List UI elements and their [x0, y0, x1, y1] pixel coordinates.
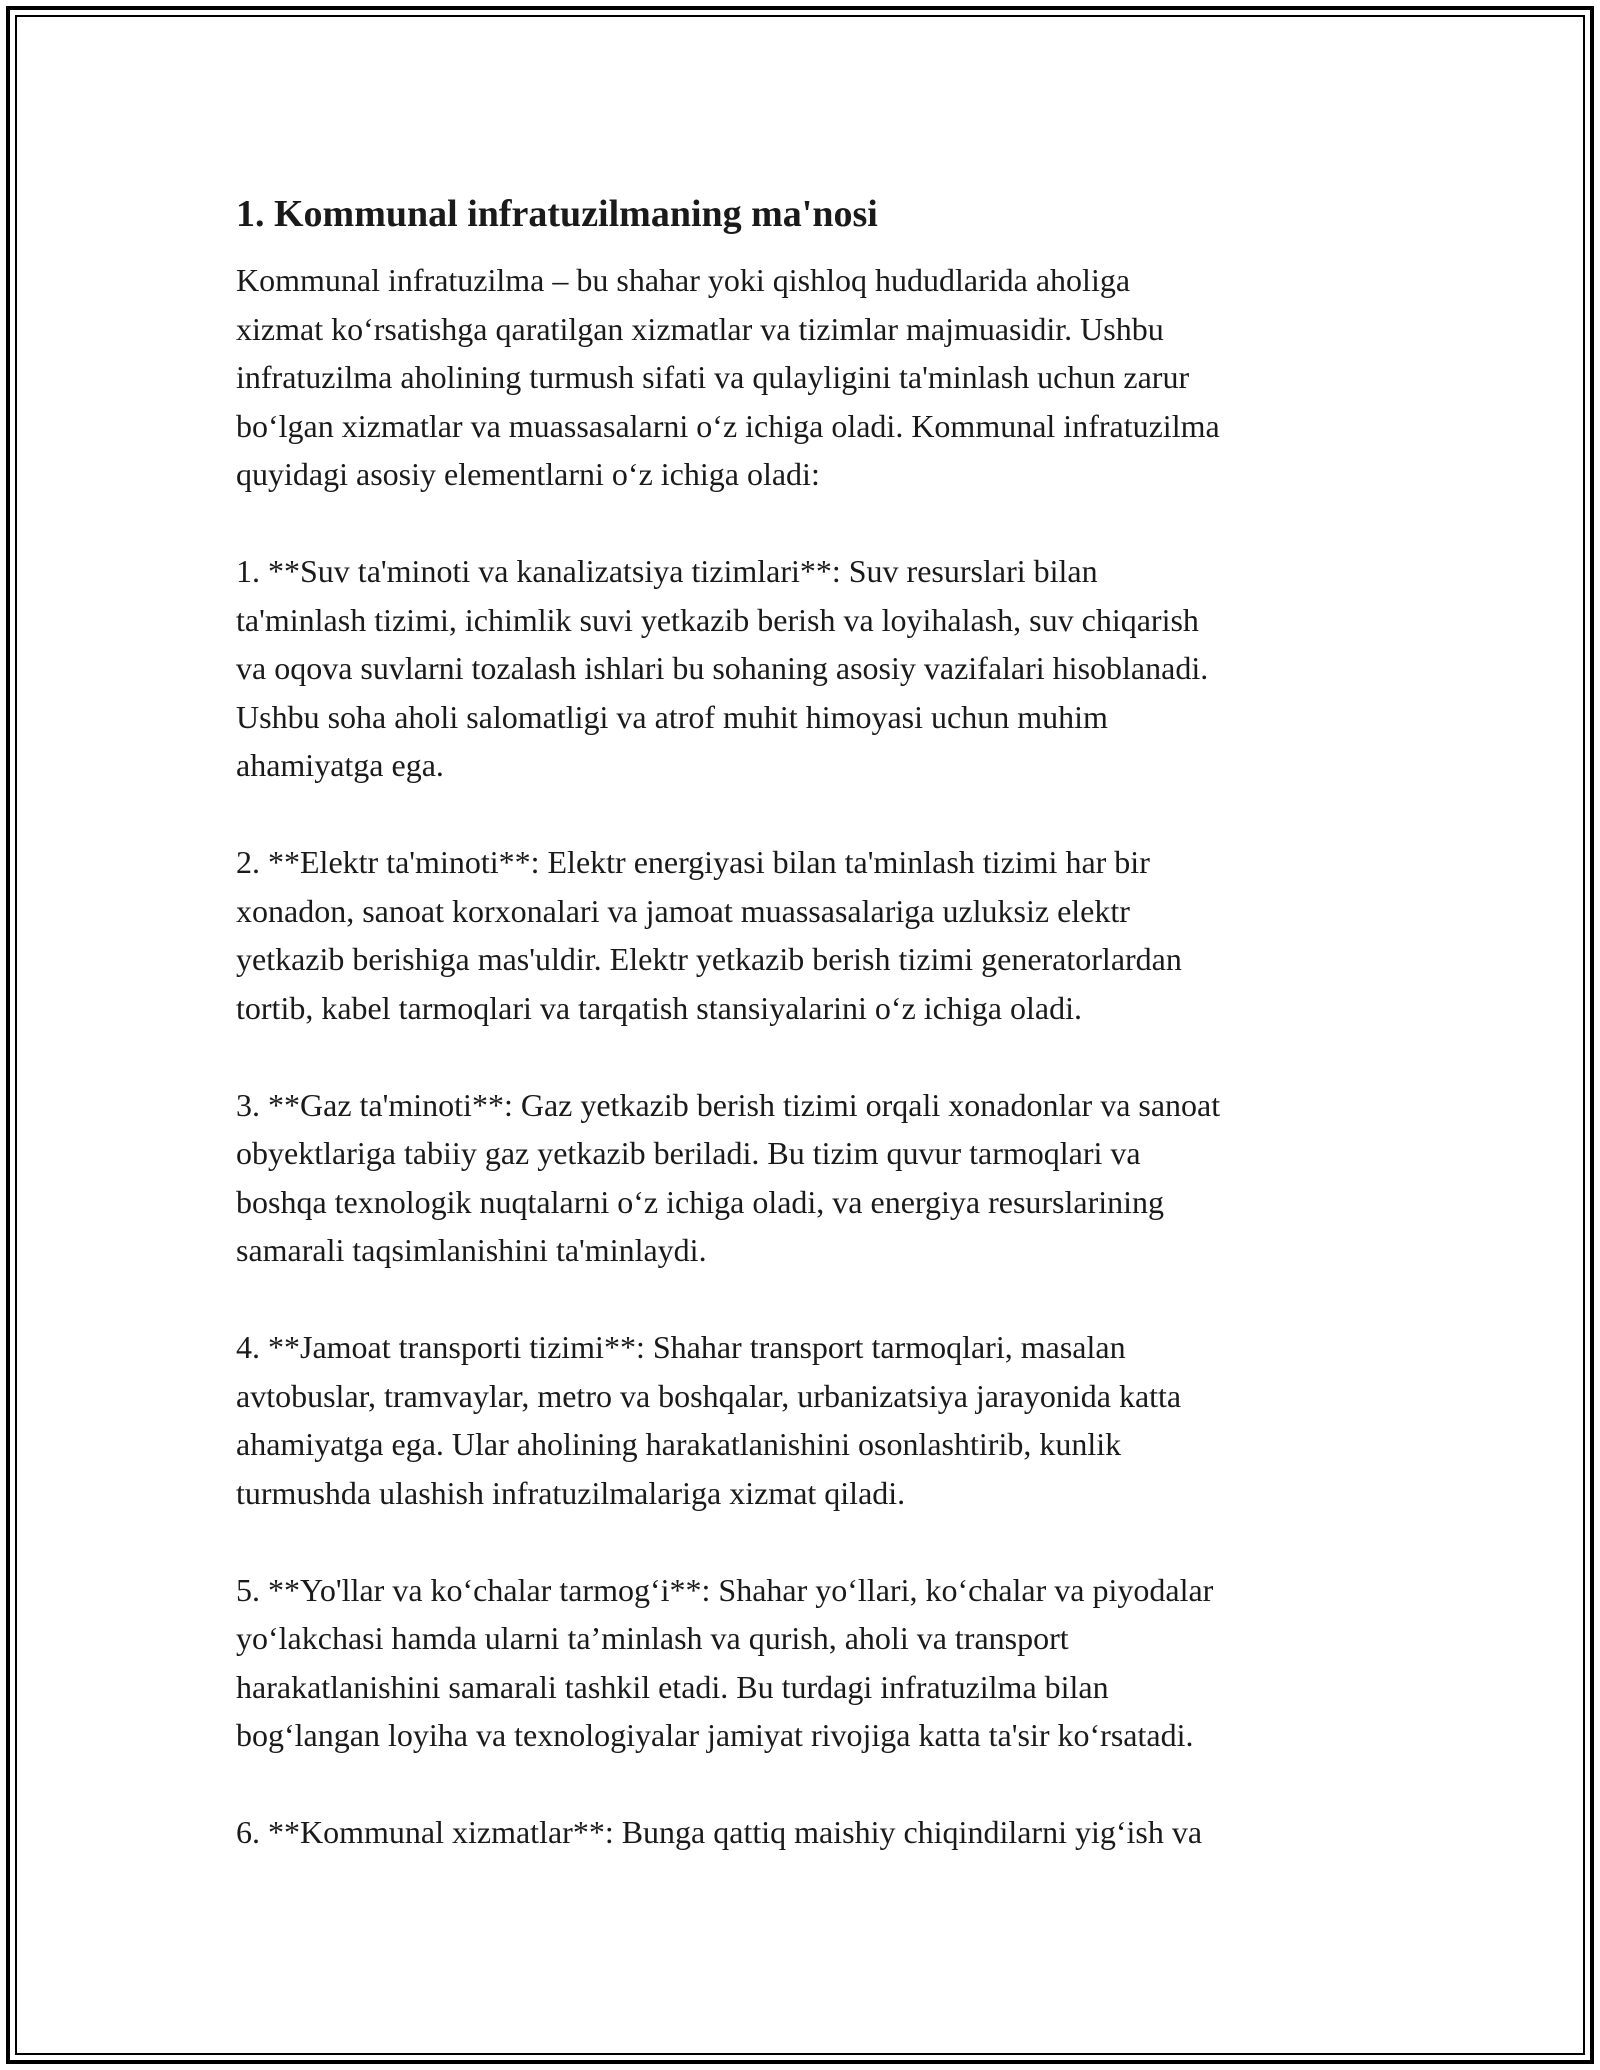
- text-line: boshqa texnologik nuqtalarni o‘z ichiga oladi, va energiya resurslarining: [236, 1183, 1165, 1220]
- text-line: 3. **Gaz ta'minoti**: Gaz yetkazib berish tizimi orqali xonadonlar va sanoat: [236, 1086, 1221, 1123]
- item-electricity: [236, 838, 1396, 1032]
- text-line: bog‘langan loyiha va texnologiyalar jamiyat rivojiga katta ta'sir ko‘rsatadi.: [236, 1717, 1194, 1753]
- document-page: [236, 186, 1396, 1905]
- text-line: samarali taqsimlanishini ta'minlaydi.: [236, 1232, 707, 1268]
- text-line: 5. **Yo'llar va ko‘chalar tarmog‘i**: Shahar yo‘llari, ko‘chalar va piyodalar: [236, 1571, 1214, 1608]
- text-line: 4. **Jamoat transporti tizimi**: Shahar transport tarmoqlari, masalan: [236, 1329, 1126, 1365]
- text-line: 6. **Kommunal xizmatlar**: Bunga qattiq maishiy chiqindilarni yig‘ish va: [236, 1814, 1203, 1850]
- item-roads-streets: [236, 1566, 1396, 1760]
- text-line: Kommunal infratuzilma – bu shahar yoki qishloq hududlarida aholiga: [236, 262, 1131, 298]
- text-line: tortib, kabel tarmoqlari va tarqatish stansiyalarini o‘z ichiga oladi.: [236, 989, 1082, 1026]
- text-line: xizmat ko‘rsatishga qaratilgan xizmatlar va tizimlar majmuasidir. Ushbu: [236, 310, 1164, 347]
- text-line: obyektlariga tabiiy gaz yetkazib beriladi. Bu tizim quvur tarmoqlari va: [236, 1135, 1141, 1171]
- page-title: 1. Kommunal infratuzilmaning ma'nosi: [236, 193, 878, 235]
- item-gas-supply: [236, 1081, 1396, 1275]
- text-line: 1. **Suv ta'minoti va kanalizatsiya tizimlari**: Suv resurslari bilan: [236, 553, 1098, 589]
- text-line: ta'minlash tizimi, ichimlik suvi yetkazib berish va loyihalash, suv chiqarish: [236, 601, 1199, 638]
- text-line: 2. **Elektr ta'minoti**: Elektr energiyasi bilan ta'minlash tizimi har bir: [236, 844, 1150, 880]
- item-communal-services: [236, 1808, 1396, 1857]
- text-line: ahamiyatga ega. Ular aholining harakatlanishini osonlashtirib, kunlik: [236, 1426, 1122, 1462]
- text-line: harakatlanishini samarali tashkil etadi. Bu turdagi infratuzilma bilan: [236, 1668, 1109, 1705]
- text-line: ahamiyatga ega.: [236, 747, 444, 783]
- text-line: turmushda ulashish infratuzilmalariga xizmat qiladi.: [236, 1474, 906, 1511]
- text-line: avtobuslar, tramvaylar, metro va boshqalar, urbanizatsiya jarayonida katta: [236, 1377, 1182, 1414]
- text-line: yetkazib berishiga mas'uldir. Elektr yetkazib berish tizimi generatorlardan: [236, 941, 1182, 977]
- text-line: xonadon, sanoat korxonalari va jamoat muassasalariga uzluksiz elektr: [236, 892, 1130, 929]
- item-public-transport: [236, 1323, 1396, 1517]
- text-line: infratuzilma aholining turmush sifati va qulayligini ta'minlash uchun zarur: [236, 359, 1190, 395]
- text-line: bo‘lgan xizmatlar va muassasalarni o‘z ichiga oladi. Kommunal infratuzilma: [236, 407, 1220, 444]
- text-line: va oqova suvlarni tozalash ishlari bu sohaning asosiy vazifalari hisoblanadi.: [236, 650, 1209, 686]
- item-water-supply: [236, 547, 1396, 790]
- intro-paragraph: [236, 256, 1396, 499]
- text-line: Ushbu soha aholi salomatligi va atrof muhit himoyasi uchun muhim: [236, 698, 1108, 735]
- text-line: quyidagi asosiy elementlarni o‘z ichiga oladi:: [236, 456, 820, 492]
- text-line: yo‘lakchasi hamda ularni ta’minlash va qurish, aholi va transport: [236, 1620, 1069, 1656]
